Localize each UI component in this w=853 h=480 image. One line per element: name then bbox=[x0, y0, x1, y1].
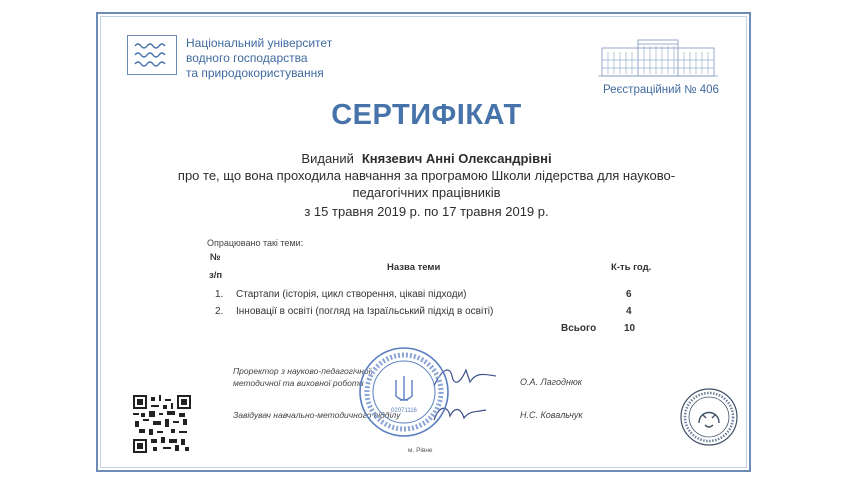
issued-line bbox=[0, 150, 853, 167]
signature-1-name: О.А. Лагоднюк bbox=[520, 377, 582, 387]
city-label: м. Рівне bbox=[408, 447, 433, 454]
table-row-2-hours: 4 bbox=[626, 306, 632, 317]
total-value: 10 bbox=[624, 323, 636, 334]
svg-text:02071116: 02071116 bbox=[391, 408, 417, 414]
body-line-2: про те, що вона проходила навчання за програмою Школи лідерства для науково- bbox=[177, 168, 676, 183]
table-row-1-topic: Стартапи (історія, цикл створення, цікаві підходи) bbox=[236, 289, 467, 300]
university-name: Національний університет водного господарства та природокористування bbox=[186, 36, 333, 80]
signature-1-role-line2: методичної та виховної роботи bbox=[233, 378, 364, 388]
issued-label: Виданий bbox=[301, 151, 354, 166]
seal-icon bbox=[679, 387, 739, 447]
body-line-4: з 15 травня 2019 р. по 17 травня 2019 р. bbox=[304, 204, 549, 219]
signature-2-name: Н.С. Ковальчук bbox=[520, 410, 583, 420]
col-hours-header: К-ть год. bbox=[611, 262, 652, 273]
table-row-1-hours: 6 bbox=[626, 289, 632, 300]
signature-1-role-line1: Проректор з науково-педагогічної, bbox=[233, 366, 373, 376]
official-stamp-icon bbox=[358, 346, 450, 438]
col-no-top: № bbox=[210, 252, 221, 263]
table-caption: Опрацювано такі теми: bbox=[207, 238, 304, 248]
table-row-1-no: 1. bbox=[215, 289, 224, 300]
certificate-title: СЕРТИФІКАТ bbox=[331, 99, 522, 131]
qr-code-icon bbox=[133, 395, 191, 453]
registration-number: Реєстраційний № 406 bbox=[603, 84, 719, 96]
col-topic-header: Назва теми bbox=[387, 262, 441, 273]
total-label: Всього bbox=[561, 323, 597, 334]
building-icon bbox=[598, 34, 718, 80]
table-row-2-no: 2. bbox=[215, 306, 224, 317]
body-line-3: педагогічних працівників bbox=[352, 185, 501, 200]
table-row-2-topic: Інновації в освіті (погляд на Ізраїльський підхід в освіті) bbox=[236, 306, 494, 317]
signature-2-role: Завідувач навчально-методичного відділу bbox=[233, 410, 401, 420]
university-wave-logo-icon bbox=[127, 35, 177, 75]
col-no-bottom: з/п bbox=[209, 270, 223, 281]
recipient-name: Князевич Анні Олександрівні bbox=[361, 151, 552, 166]
